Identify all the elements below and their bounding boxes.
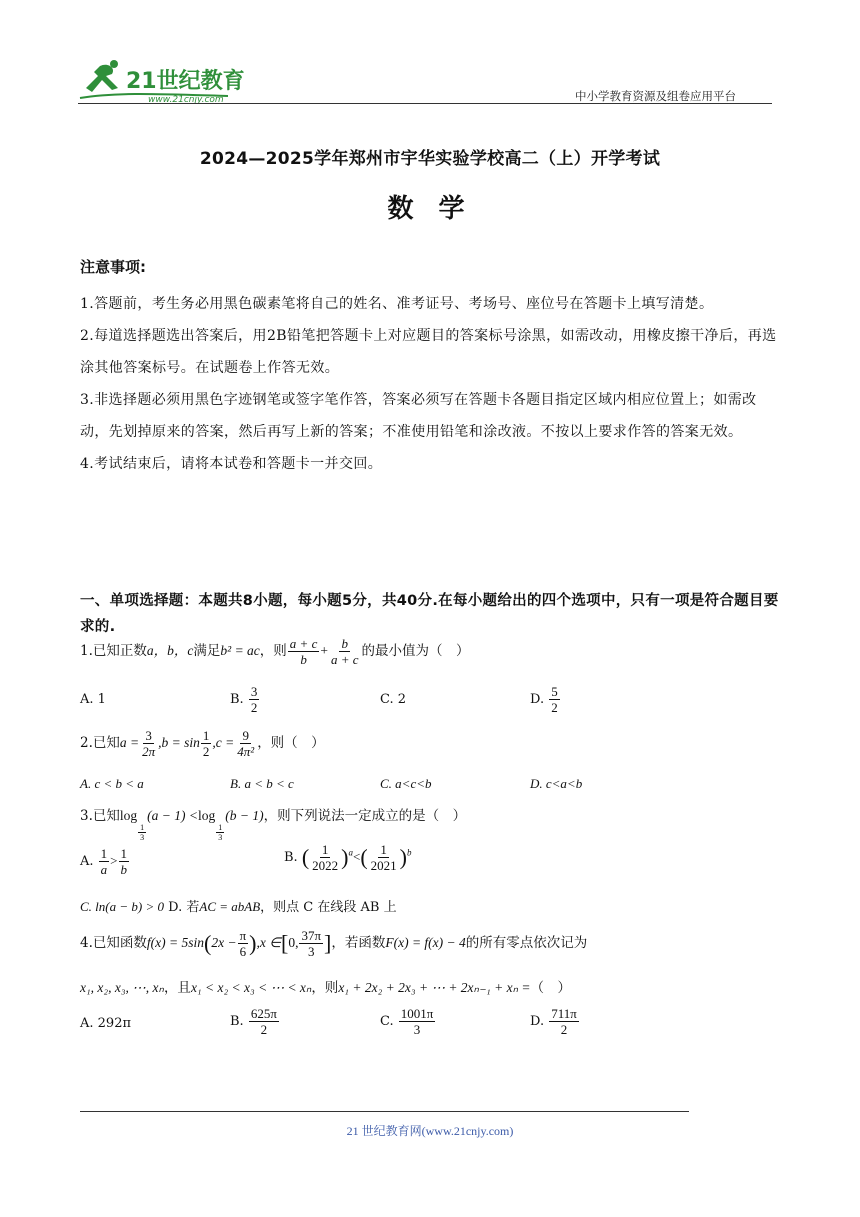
subject-title: 数 学 (387, 194, 473, 224)
q3-option-c-d: C. ln(a − b) > 0 D. 若AC = abAB，则点 C 在线段 AB 上 (80, 899, 397, 915)
question-4-line-1: 4.已知函数f(x) = 5sin(2x − $\frac{\pi}{6}$ ),x ∈[0, $\frac{37\pi}{3}$ ]，若函数F(x) = f(x) − 4的所有零点依次记为 (80, 928, 588, 959)
q2-option-a: A. c < b < a (80, 776, 144, 791)
notice-item: 2.每道选择题选出答案后，用2B铅笔把答题卡上对应题目的答案标号涂黑，如需改动，用橡皮擦干净后，再选涂其他答案标号。在试题卷上作答无效。 (80, 328, 777, 376)
question-2: 2.已知a = $\frac{3}{2\pi}$ ,b = sin $\frac{1}{2}$ ,c = $\frac{9}{\text{4π²}}$ ，则（ ） (80, 728, 325, 759)
notice-item: 4.考试结束后，请将本试卷和答题卡一并交回。 (80, 456, 383, 472)
q2-option-b: B. a < b < c (230, 776, 294, 791)
notice-item: 1.答题前，考生务必用黑色碳素笔将自己的姓名、准考证号、考场号、座位号在答题卡上填写清楚。 (80, 296, 714, 312)
q1-option-d: D. $\frac{5}{2}$ (530, 684, 558, 715)
q4-option-d: D. $\frac{711\pi}{2}$ (530, 1006, 577, 1037)
notice-item: 3.非选择题必须用黑色字迹钢笔或签字笔作答，答案必须写在答题卡各题目指定区域内相应位置上；如需改动，先划掉原来的答案，然后再写上新的答案；不准使用铅笔和涂改液。不按以上要求作答的答案无效。 (80, 392, 757, 440)
q4-option-c: C. $\frac{1001\pi}{3}$ (380, 1006, 434, 1037)
q2-option-c: C. a<c<b (380, 776, 432, 791)
q1-option-c: C. 2 (380, 692, 407, 707)
q4-option-a: A. 292π (80, 1016, 132, 1031)
q1-option-b: B. $\frac{3}{2}$ (230, 684, 258, 715)
notice-heading: 注意事项: (80, 258, 146, 276)
question-3: 3.已知log $\frac{1}{3}$ (a − 1) <log $\frac{1}{3}$ (b − 1)，则下列说法一定成立的是（ ） (80, 808, 467, 842)
svg-text:21世纪教育: 21世纪教育 (126, 69, 245, 94)
notice-list (80, 288, 780, 480)
question-1: 1.已知正数a，b，c满足b² = ac，则 $\frac{a + c}{b}$ + $\frac{b}{a + c}$ 的最小值为（ ） (80, 636, 470, 667)
platform-label: 中小学教育资源及组卷应用平台 (575, 89, 736, 103)
q3-option-b: B. ( $\frac{1}{2022}$ )$^a$<( $\frac{1}{2021}$ )$^b$ (284, 842, 412, 873)
section-heading: 一、单项选择题：本题共8小题，每小题5分，共40分.在每小题给出的四个选项中，只有一项是符合题目要求的. (80, 593, 779, 635)
exam-title: 2024—2025学年郑州市宇华实验学校高二（上）开学考试 (199, 149, 661, 169)
footer-divider (80, 1111, 689, 1112)
footer-text: 21 世纪教育网(www.21cnjy.com) (346, 1124, 514, 1138)
q2-option-d: D. c<a<b (530, 776, 583, 791)
question-4-line-2: x₁, x₂, x₃, ⋯, xₙ，且x₁ < x₂ < x₃ < ⋯ < xₙ，则x₁ + 2x₂ + 2x₃ + ⋯ + 2xₙ₋₁ + xₙ =（ ） (80, 980, 571, 996)
q3-option-a: A. $\frac{1}{a}$ > $\frac{1}{b}$ (80, 846, 128, 877)
header-divider (78, 103, 772, 104)
q1-option-a: A. 1 (80, 692, 106, 707)
site-logo (78, 58, 258, 106)
svg-text:www.21cnjy.com: www.21cnjy.com (148, 95, 224, 105)
q4-option-b: B. $\frac{625\pi}{2}$ (230, 1006, 277, 1037)
